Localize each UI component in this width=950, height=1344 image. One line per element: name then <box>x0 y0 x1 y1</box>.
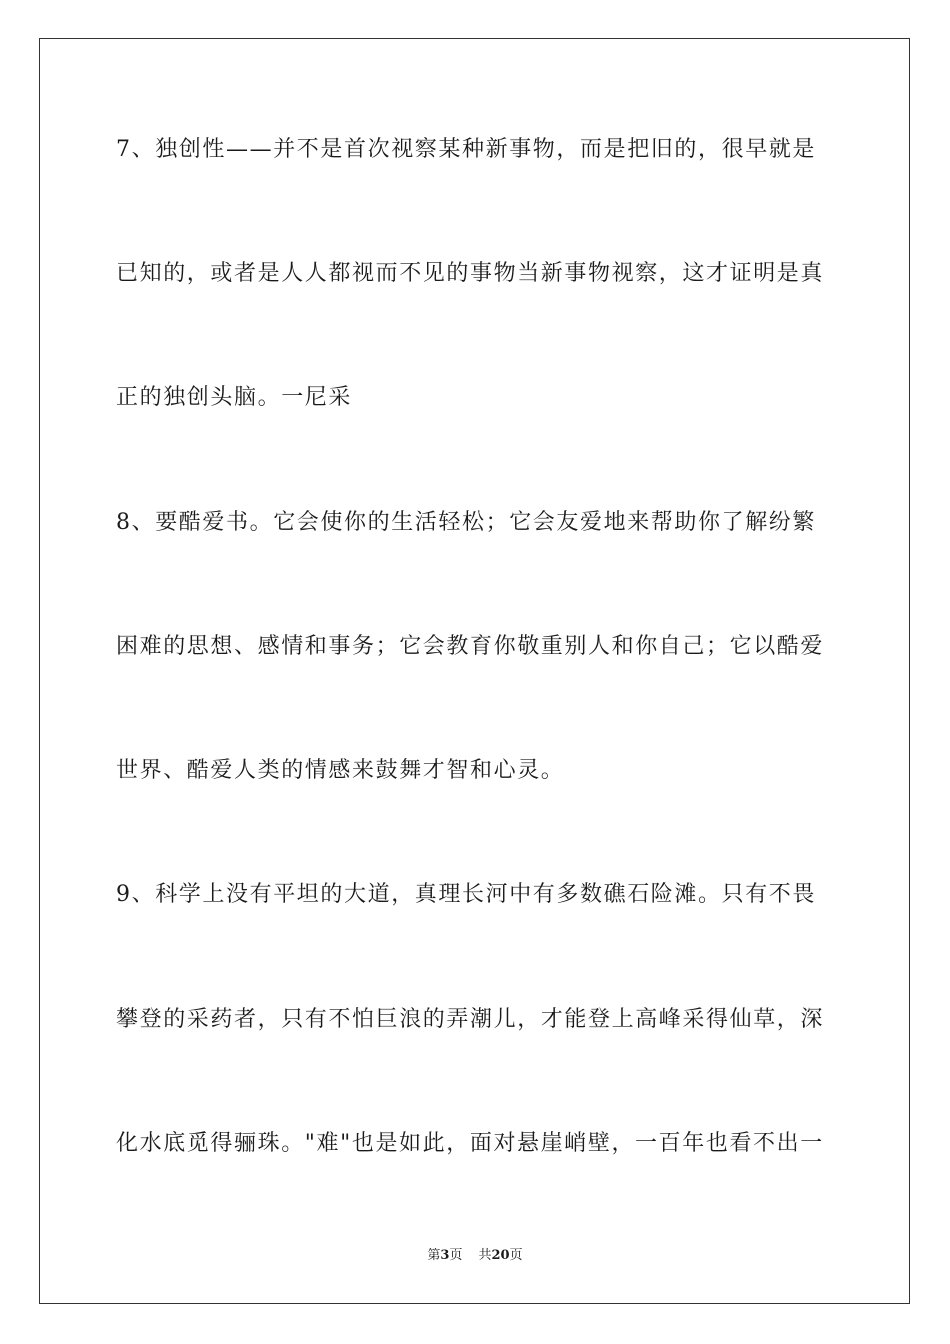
paragraph-9-line-3: 化水底觅得骊珠。"难"也是如此，面对悬崖峭壁，一百年也看不出一 <box>116 1131 824 1156</box>
page-prefix: 第 <box>427 1248 441 1263</box>
page-frame <box>39 38 910 1304</box>
paragraph-8-line-3: 世界、酷爱人类的情感来鼓舞才智和心灵。 <box>116 758 565 783</box>
total-pages: 20 <box>491 1248 510 1263</box>
paragraph-8-line-2: 困难的思想、感情和事务；它会教育你敬重别人和你自己；它以酷爱 <box>116 634 825 659</box>
paragraph-7-line-3: 正的独创头脑。一尼采 <box>116 385 353 410</box>
paragraph-9-line-1: 9、科学上没有平坦的大道，真理长河中有多数礁石险滩。只有不畏 <box>116 882 816 907</box>
paragraph-7-line-1: 7、独创性——并不是首次视察某种新事物，而是把旧的，很早就是 <box>116 137 816 162</box>
page-footer <box>0 1247 950 1265</box>
page-suffix: 页 <box>449 1248 463 1263</box>
paragraph-8-line-1: 8、要酷爱书。它会使你的生活轻松；它会友爱地来帮助你了解纷繁 <box>116 510 816 535</box>
total-suffix: 页 <box>509 1248 523 1263</box>
paragraph-9-line-2: 攀登的采药者，只有不怕巨浪的弄潮儿，才能登上高峰采得仙草，深 <box>116 1007 825 1032</box>
paragraph-7-line-2: 已知的，或者是人人都视而不见的事物当新事物视察，这才证明是真 <box>116 261 825 286</box>
page-number: 3 <box>440 1248 450 1263</box>
total-prefix: 共 <box>478 1248 492 1263</box>
